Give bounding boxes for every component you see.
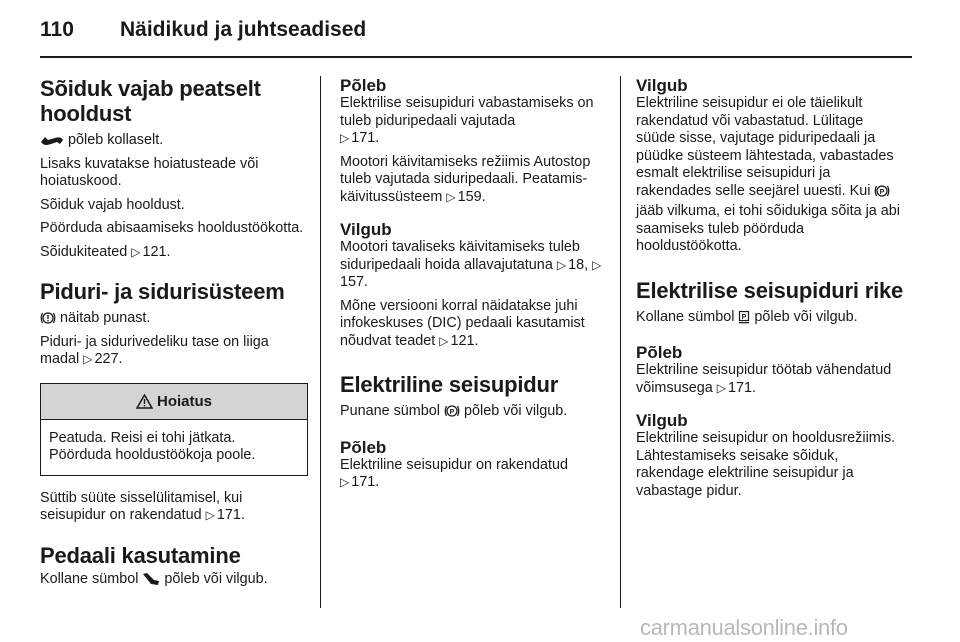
warning-title: Hoiatus bbox=[41, 384, 307, 420]
warning-text: Peatuda. Reisi ei tohi jätkata. Pöörduda hooldustöökoja poole. bbox=[49, 429, 256, 463]
brake-warning-icon bbox=[40, 311, 56, 331]
column-1 bbox=[40, 76, 308, 591]
page-reference[interactable]: 157. bbox=[340, 274, 369, 290]
section-title-service: Sõiduk vajab peatselt hooldust bbox=[40, 76, 261, 126]
column-3 bbox=[636, 76, 906, 500]
paragraph: Sõidukiteated ▷ 121. bbox=[40, 243, 171, 260]
parking-brake-icon bbox=[444, 404, 460, 424]
reference-arrow-icon: ▷ bbox=[131, 244, 141, 259]
page-reference[interactable]: 171. bbox=[351, 474, 380, 490]
reference-arrow-icon: ▷ bbox=[439, 333, 449, 348]
page-reference[interactable]: 121. bbox=[450, 332, 479, 349]
page-number: 110 bbox=[40, 18, 74, 41]
subheading: Põleb bbox=[636, 343, 683, 362]
paragraph: Elektriline seisupidur töötab vähendatud võimsusega ▷ 171. bbox=[636, 362, 892, 396]
section-title-parking-brake: Elektriline seisupidur bbox=[340, 372, 559, 397]
reference-arrow-icon: ▷ bbox=[592, 257, 602, 272]
section-title-brake: Piduri- ja sidurisüsteem bbox=[40, 279, 285, 304]
pedal-icon bbox=[142, 572, 160, 592]
fault-status: Kollane sümbol P põleb või vilgub. bbox=[636, 309, 906, 330]
reference-arrow-icon: ▷ bbox=[83, 352, 93, 366]
subheading: Põleb bbox=[340, 76, 387, 95]
reference-arrow-icon: ▷ bbox=[340, 131, 350, 145]
paragraph: Elektrilise seisupiduri vabastamiseks on tuleb piduripedaali vajutada ▷ 171. bbox=[340, 95, 594, 146]
page-reference[interactable]: 171. bbox=[728, 379, 757, 396]
svg-text:P: P bbox=[880, 188, 885, 196]
reference-arrow-icon: ▷ bbox=[205, 508, 215, 522]
paragraph: Pöörduda abisaamiseks hooldustöökotta. bbox=[40, 220, 304, 236]
paragraph: Mootori tavaliseks käivitamiseks tuleb siduripedaali hoida allavajutatuna ▷ 18, ▷157. bbox=[340, 239, 602, 290]
parking-brake-status: Punane sümbol P põleb või vilgub. bbox=[340, 403, 608, 424]
subheading: Vilgub bbox=[340, 220, 392, 239]
header-rule bbox=[40, 56, 912, 58]
reference-arrow-icon: ▷ bbox=[716, 380, 727, 395]
section-title-parking-brake-fault: Elektrilise seisupiduri rike bbox=[636, 277, 904, 303]
column-divider bbox=[320, 76, 321, 608]
page-reference[interactable]: 159. bbox=[457, 188, 486, 205]
warning-triangle-icon bbox=[136, 394, 153, 409]
paragraph: Elektriline seisupidur on hooldusrežiimis. Lähtestamiseks seisake sõiduk, rakendage elektriline seisupidur ja vabastage pidur. bbox=[636, 430, 896, 499]
svg-text:P: P bbox=[449, 409, 455, 416]
paragraph: Süttib süüte sisselülitamisel, kui seisupidur on rakendatud ▷ 171. bbox=[40, 489, 245, 523]
subheading: Vilgub bbox=[636, 411, 688, 430]
pedal-status: Kollane sümbol põleb või vilgub. bbox=[40, 571, 308, 592]
page-reference[interactable]: 18, bbox=[568, 256, 589, 273]
reference-arrow-icon: ▷ bbox=[556, 257, 567, 272]
brake-status: näitab punast. bbox=[40, 310, 308, 331]
parking-brake-icon bbox=[874, 184, 890, 204]
watermark: carmanualsonline.info bbox=[640, 615, 848, 640]
paragraph: Mootori käivitamiseks režiimis Autostop tuleb vajutada siduripedaali. Peatamis-käivitussüsteem ▷ 159. bbox=[340, 153, 591, 205]
section-title-pedal: Pedaali kasutamine bbox=[40, 542, 241, 568]
page-header bbox=[40, 18, 912, 52]
paragraph: Sõiduk vajab hooldust. bbox=[40, 196, 185, 213]
service-wrench-icon bbox=[40, 135, 64, 153]
paragraph: Mõne versiooni korral näidatakse juhi infokeskuses (DIC) pedaali kasutamist nõudvat teadet ▷ 121. bbox=[340, 297, 585, 349]
column-divider bbox=[620, 76, 621, 608]
warning-box bbox=[40, 383, 308, 476]
parking-brake-fault-icon bbox=[738, 310, 750, 330]
service-status: põleb kollaselt. bbox=[40, 132, 308, 153]
paragraph: Elektriline seisupidur ei ole täielikult rakendatud või vabastatud. Lülitage süüde sisse, vajutage piduripedaali ja püüdke süsteem lähtestada, vabastades esmalt elektrilise seisupiduri ja rakendades selle seejärel uuesti. Kui P jääb vilkuma, ei tohi sõidukiga sõita ja abi saamiseks tuleb pöörduda hooldustöökotta. bbox=[636, 95, 900, 254]
paragraph: Lisaks kuvatakse hoiatusteade või hoiatuskood. bbox=[40, 155, 259, 189]
reference-arrow-icon: ▷ bbox=[340, 475, 350, 489]
column-2 bbox=[340, 76, 608, 492]
paragraph: Elektriline seisupidur on rakendatud ▷ 171. bbox=[340, 456, 568, 490]
page-reference[interactable]: 121. bbox=[142, 243, 171, 260]
subheading: Vilgub bbox=[636, 76, 688, 95]
page-reference[interactable]: 227. bbox=[94, 351, 123, 367]
chapter-title: Näidikud ja juhtseadised bbox=[120, 18, 367, 41]
svg-text:P: P bbox=[742, 313, 747, 321]
page-reference[interactable]: 171. bbox=[216, 507, 245, 523]
reference-arrow-icon: ▷ bbox=[446, 189, 456, 204]
page-reference[interactable]: 171. bbox=[351, 130, 380, 146]
subheading: Põleb bbox=[340, 437, 387, 457]
paragraph: Piduri- ja sidurivedeliku tase on liiga madal ▷ 227. bbox=[40, 333, 269, 367]
